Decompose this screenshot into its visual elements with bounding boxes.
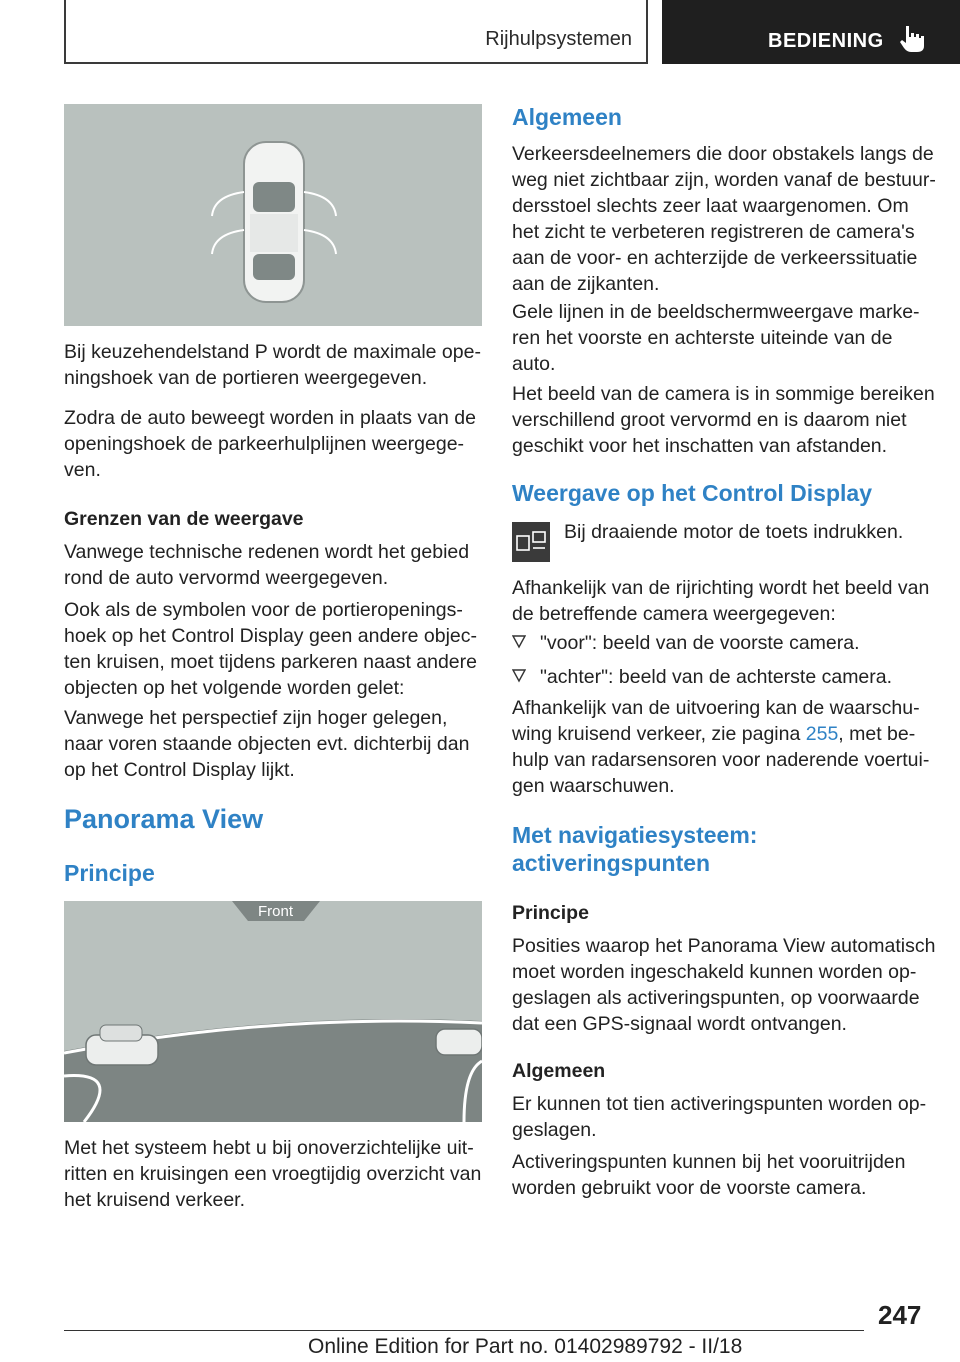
right-para2-l3: auto. xyxy=(512,353,556,375)
left-para4-l3: ten kruisen, moet tijdens parkeren naast andere xyxy=(64,651,477,673)
triangle-bullet-icon xyxy=(512,669,526,683)
bullet-text: "voor": beeld van de voorste camera. xyxy=(540,632,860,654)
left-para2-l2: openingshoek de parkeerhulplijnen weergege- xyxy=(64,433,465,455)
panorama-view-image xyxy=(64,901,482,1122)
general-subheading: Algemeen xyxy=(512,1060,606,1082)
principle-subheading: Principe xyxy=(512,902,589,924)
right-para8-l1: Activeringspunten kunnen bij het vooruitrijden xyxy=(512,1151,906,1173)
principle-heading: Principe xyxy=(64,860,155,886)
right-para6-l4: dat een GPS-signaal wordt ontvangen. xyxy=(512,1013,847,1035)
left-para6-l3: het kruisend verkeer. xyxy=(64,1189,246,1211)
right-para6-l3: geslagen als activeringspunten, op voorwaarde xyxy=(512,987,920,1009)
left-para4-l2: hoek op het Control Display geen andere objec- xyxy=(64,625,478,647)
header-chapter-title: BEDIENING xyxy=(768,30,884,52)
header-chapter-tab xyxy=(662,0,960,64)
right-para5-l2-a: wing kruisend verkeer, zie pagina xyxy=(512,723,806,745)
right-para4-l2: de betreffende camera weergegeven: xyxy=(512,603,836,625)
left-para2-l3: ven. xyxy=(64,459,101,481)
left-para5-l2: naar voren staande objecten evt. dichterbij dan xyxy=(64,733,470,755)
pointing-hand-icon xyxy=(898,24,926,54)
right-para2-l2: ren het voorste en achterste uiteinde van de xyxy=(512,327,893,349)
header-section-title: Rijhulpsystemen xyxy=(485,28,632,50)
right-para6-l2: moet worden ingeschakeld kunnen worden op- xyxy=(512,961,917,983)
general-heading: Algemeen xyxy=(512,104,622,130)
camera-view-button-icon xyxy=(512,522,550,562)
right-para3-l2: verschillend groot vervormd en is daarom niet xyxy=(512,409,907,431)
right-para4-l1: Afhankelijk van de rijrichting wordt het beeld van xyxy=(512,577,930,599)
right-para1-l2: weg niet zichtbaar zijn, worden vanaf de bestuur- xyxy=(512,169,936,191)
right-para1-l5: aan de voor- en achterzijde de verkeerssituatie xyxy=(512,247,918,269)
left-para6-l1: Met het systeem hebt u bij onoverzichtelijke uit- xyxy=(64,1137,474,1159)
left-para1-l2: ningshoek van de portieren weergegeven. xyxy=(64,367,428,389)
panorama-illustration xyxy=(64,901,482,1122)
right-para1-l4: het zicht te verbeteren registreren de camera's xyxy=(512,221,915,243)
right-para8-l2: worden gebruikt voor de voorste camera. xyxy=(512,1177,867,1199)
door-angle-image xyxy=(64,104,482,326)
panorama-heading: Panorama View xyxy=(64,804,264,834)
footer-edition: Online Edition for Part no. 01402989792 - II/18 xyxy=(308,1335,743,1358)
right-para5-l2-b: , met be- xyxy=(838,723,916,745)
right-para6-l1: Posities waarop het Panorama View automatisch xyxy=(512,935,936,957)
right-para3-l3: geschikt voor het inschatten van afstanden. xyxy=(512,435,888,457)
right-para2-l1: Gele lijnen in de beeldschermweergave marke- xyxy=(512,301,920,323)
page-number: 247 xyxy=(878,1300,922,1330)
left-para5-l1: Vanwege het perspectief zijn hoger gelegen, xyxy=(64,707,448,729)
right-para5-l4: gen waarschuwen. xyxy=(512,775,675,797)
right-para1-l6: aan de zijkanten. xyxy=(512,273,660,295)
left-para6-l2: ritten en kruisingen een vroegtijdig overzicht van xyxy=(64,1163,482,1185)
page-link-255[interactable]: 255 xyxy=(805,723,839,745)
left-para3-l2: rond de auto vervormd weergegeven. xyxy=(64,567,389,589)
car-topview-illustration xyxy=(64,104,482,326)
right-para5-l3: hulp van radarsensoren voor naderende voertui- xyxy=(512,749,930,771)
nav-heading-l1: Met navigatiesysteem: xyxy=(512,822,758,848)
right-para3-l1: Het beeld van de camera is in sommige bereiken xyxy=(512,383,935,405)
front-camera-label: Front xyxy=(258,903,294,920)
right-para7-l2: geslagen. xyxy=(512,1119,597,1141)
triangle-bullet-icon xyxy=(512,635,526,649)
right-para7-l1: Er kunnen tot tien activeringspunten worden op- xyxy=(512,1093,927,1115)
bullet-text: "achter": beeld van de achterste camera. xyxy=(540,666,893,688)
button-instruction: Bij draaiende motor de toets indrukken. xyxy=(564,521,904,543)
left-para1-l1: Bij keuzehendelstand P wordt de maximale ope- xyxy=(64,341,481,363)
left-para4-l4: objecten op het volgende worden gelet: xyxy=(64,677,405,699)
left-para3-l1: Vanwege technische redenen wordt het gebied xyxy=(64,541,470,563)
nav-heading-l2: activeringspunten xyxy=(512,850,711,876)
left-para2-l1: Zodra de auto beweegt worden in plaats van de xyxy=(64,407,476,429)
footer-divider xyxy=(64,1330,864,1331)
left-para4-l1: Ook als de symbolen voor de portieropenings- xyxy=(64,599,463,621)
limits-heading: Grenzen van de weergave xyxy=(64,508,304,530)
right-para5-l2 xyxy=(512,722,915,748)
right-para5-l1: Afhankelijk van de uitvoering kan de waarschu- xyxy=(512,697,920,719)
right-para1-l1: Verkeersdeelnemers die door obstakels langs de xyxy=(512,143,934,165)
right-para1-l3: dersstoel slechts zeer laat waargenomen. Om xyxy=(512,195,909,217)
display-heading: Weergave op het Control Display xyxy=(512,480,872,506)
left-para5-l3: op het Control Display lijkt. xyxy=(64,759,295,781)
